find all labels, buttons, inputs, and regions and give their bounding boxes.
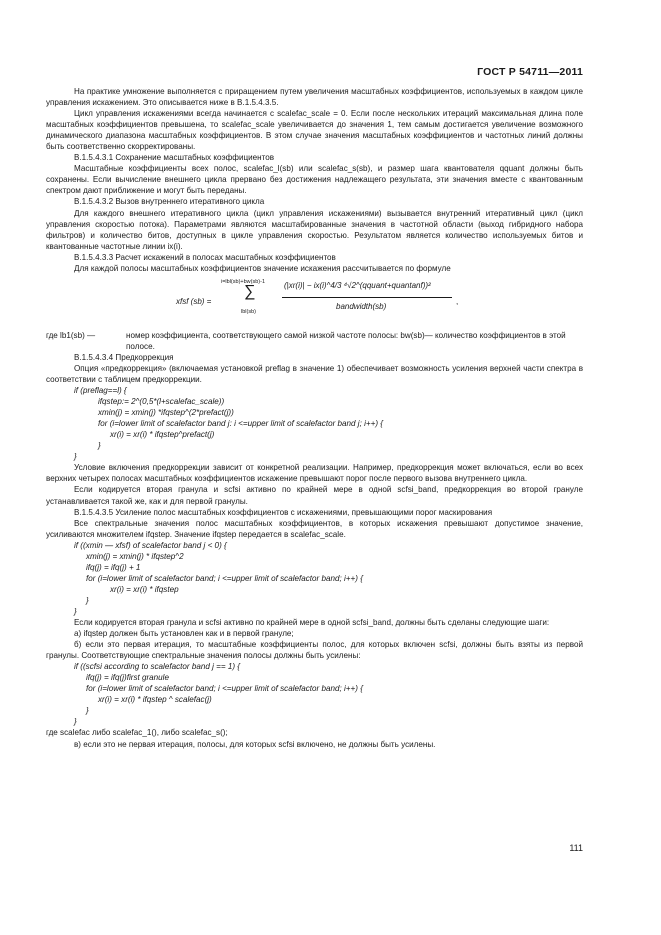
sum-lower-limit: lbl(sb): [241, 308, 256, 315]
standard-header: ГОСТ Р 54711—2011: [477, 66, 583, 78]
code-line: if ((xmin — xfsf) of scalefactor band j < 0) {: [74, 540, 227, 550]
code-line: }: [98, 441, 101, 451]
section-heading: В.1.5.4.3.2 Вызов внутреннего итеративного цикла: [74, 197, 265, 207]
paragraph: Цикл управления искажениями всегда начинается с scalefac_scale = 0. Если после нескольких итераций максимальная длина поле масштабных коэффициентов превышена, то scalefac_scale увеличивается до значения 1, тем самым достигается увеличение возможного динамического диапазона масштабных коэффициентов. В этом случае значения масштабных коэффициентов и частотных линий должны быть соответственно скорректированы.: [46, 109, 583, 152]
code-line: }: [86, 706, 89, 716]
code-line: }: [74, 452, 77, 462]
sum-upper-limit: i=lbl(sb)+bw(sb)-1: [221, 278, 266, 285]
code-line: if (preflag==l) {: [74, 386, 127, 396]
paragraph: Масштабные коэффициенты всех полос, scalefac_l(sb) или scalefac_s(sb), и размер шага квантователя qquant должны быть сохранены. Если вычисление внешнего цикла прервано без достижения надлежащего результата, эти значения вместе с квантованным спектром дают приближение и могут быть переданы.: [46, 164, 583, 196]
section-heading: В.1.5.4.3.5 Усиление полос масштабных коэффициентов с искажениями, превышающими порог маскирования: [74, 507, 493, 517]
formula-denominator: bandwidth(sb): [336, 301, 387, 311]
section-heading: В.1.5.4.3.4 Предкоррекция: [74, 352, 174, 362]
sigma-symbol: ∑: [244, 282, 256, 300]
code-line: ifqstep:= 2^(0,5*(l+scalefac_scale)): [98, 397, 225, 407]
code-line: for (i=lower limit of scalefactor band; i <=upper limit of scalefactor band; i++) {: [86, 573, 363, 583]
code-line: }: [74, 606, 77, 616]
code-line: xmin(j) = xmin(j) *ifqstep^(2*prefact(j)): [98, 408, 234, 418]
paragraph: На практике умножение выполняется с приращением путем увеличения масштабных коэффициентов, используемых в каждом цикле управления искажением. Это описывается ниже в В.1.5.4.3.5.: [46, 87, 583, 108]
page-number: 111: [569, 843, 583, 853]
code-line: ifq(j) = ifq(j) + 1: [86, 562, 141, 572]
code-line: xr(i) = xr(i) * ifqstep^prefact(j): [110, 430, 215, 440]
distortion-formula: [46, 276, 583, 326]
code-line: if ((scfsi according to scalefactor band j == 1) {: [74, 662, 241, 672]
paragraph: Если кодируется вторая гранула и scfsi активно по крайней мере в одной scfsi_band, предкоррекция во второй грануле устанавливается такой же, как и для первой гранулы.: [46, 485, 583, 506]
list-item-c: в) если это не первая итерация, полосы, для которых scfsi включено, не должны быть усилены.: [74, 739, 436, 749]
code-block-precorrection: [46, 385, 583, 462]
code-line: }: [86, 595, 89, 605]
code-line: xmin(j) = xmin(j) * ifqstep^2: [86, 551, 184, 561]
formula-lhs: xfsf (sb) =: [176, 296, 212, 306]
fraction-bar: [282, 297, 452, 298]
paragraph: Условие включения предкоррекции зависит от конкретной реализации. Например, предкоррекция может включаться, если во всех верхних четырех полосах масштабных коэффициентов искажение превышают порог после первого вызова внутреннего цикла.: [46, 463, 583, 484]
paragraph: где scalefac либо scalefac_1(), либо scalefac_s();: [46, 728, 228, 738]
code-line: xr(i) = xr(i) * ifqstep: [110, 584, 179, 594]
code-block-scfsi: [46, 661, 583, 727]
code-line: for (i=lower limit of scalefactor band; i <=upper limit of scalefactor band; i++) {: [86, 684, 363, 694]
code-line: }: [74, 717, 77, 727]
section-heading: В.1.5.4.3.3 Расчет искажений в полосах масштабных коэффициентов: [74, 252, 336, 262]
list-item-b: б) если это первая итерация, то масштабные коэффициенты полос, для которых включен scfsi, должны быть взяты из первой гранулы. Соответствующие спектральные значения полосы должны быть усилены:: [46, 640, 583, 661]
paragraph: Опция «предкоррекция» (включаемая установкой preflag в значение 1) обеспечивает возможность усиления верхней части спектра в соответствии с таблицем предкоррекции.: [46, 363, 583, 384]
paragraph: Если кодируется вторая гранула и scfsi активно по крайней мере в одной scfsi_band, должны быть сделаны следующие шаги:: [74, 618, 550, 628]
paragraph: Все спектральные значения полос масштабных коэффициентов, в которых искажения превышают допустимое значение, усиливаются множителем ifqstep. Значение ifqstep передается в scalefac_scale.: [46, 518, 583, 539]
list-item-a: а) ifqstep должен быть установлен как и в первой грануле;: [74, 629, 294, 639]
where-text: номер коэффициента, соответствующего самой низкой частоте полосы: bw(sb)— количество коэффициентов в этой полосе.: [126, 330, 566, 351]
formula-numerator: (|xr(i)| − ix(i)^4/3 ⁴√2^(qquant+quantanf))²: [284, 280, 431, 290]
code-block-amplification: [46, 540, 583, 617]
code-line: for (i=lower limit of scalefactor band j: i <=upper limit of scalefactor band j; i++) {: [98, 419, 383, 429]
paragraph: Для каждой полосы масштабных коэффициентов значение искажения рассчитывается по формуле: [74, 263, 451, 273]
code-line: ifq(j) = ifq(j)first granule: [86, 673, 169, 683]
where-clause: [46, 330, 583, 352]
code-line: xr(i) = xr(i) * ifqstep ^ scalefac(j): [98, 695, 212, 705]
section-heading: В.1.5.4.3.1 Сохранение масштабных коэффициентов: [74, 153, 275, 163]
page-content: [46, 86, 583, 750]
where-label: где lb1(sb) —: [46, 330, 96, 340]
paragraph: Для каждого внешнего итеративного цикла (цикл управления искажениями) вызывается внутренний итеративный цикл (цикл управления скоростью потока). Параметрами являются масштабированные значения в частотной области (выход гибридного набора фильтров) и количество битов, доступных в цикле управления скоростью. Результатом является количество используемых битов и квантованные частотные линии ix(i).: [46, 208, 583, 251]
formula-comma: ,: [456, 296, 459, 306]
